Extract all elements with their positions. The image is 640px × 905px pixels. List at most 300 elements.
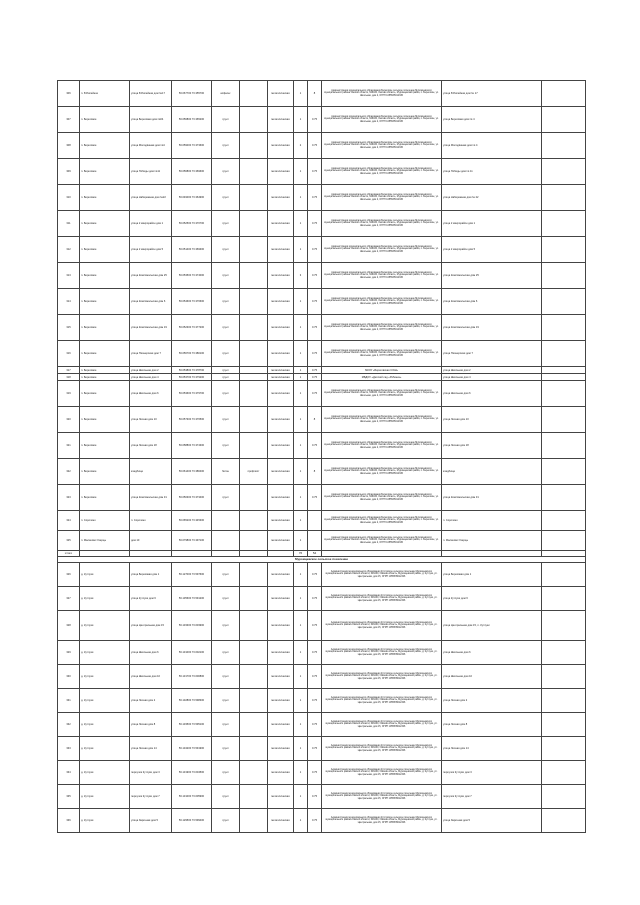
cell-type: металлическая [268, 665, 294, 689]
cell-type: металлическая [268, 511, 294, 531]
total-cell: 54 [308, 551, 322, 557]
cell-num: 320 [58, 407, 80, 433]
cell-count: 1 [294, 761, 308, 785]
cell-coords: 56.052500 73.370700 [172, 211, 212, 237]
cell-volume: 0.75 [308, 289, 322, 315]
cell-owner: Администрация муниципального образования Береговое сельское поселение Муромцевского муниципального района Омской области, 646430, Омская область, Муромцевский район, п. Береговое, ул. Школьная, дом 2, ОГРН 1055535012345 [322, 289, 442, 315]
cell-volume: 0.75 [308, 809, 322, 833]
cell-surface: грунт [212, 185, 240, 211]
cell-note [542, 107, 586, 133]
cell-count: 1 [294, 689, 308, 713]
cell-owner: Администрация муниципального образования Береговое сельское поселение Муромцевского муниципального района Омской области, 646430, Омская область, Муромцевский район, п. Береговое, ул. Школьная, дом 2, ОГРН 1055535012345 [322, 381, 442, 407]
table-row [58, 665, 586, 689]
cell-owner: Администрация муниципального образования Береговое сельское поселение Муромцевского муниципального района Омской области, 646430, Омская область, Муромцевский район, п. Береговое, ул. Школьная, дом 2, ОГРН 1055535012345 [322, 459, 442, 485]
cell-surface: грунт [212, 809, 240, 833]
cell-count: 1 [294, 809, 308, 833]
cell-settlement: д. Кутлуки [80, 713, 130, 737]
cell-source: улица Центральная дом 15, п. Кутлуки [442, 611, 542, 641]
cell-coords: 56.058800 73.374300 [172, 433, 212, 459]
cell-source: кладбище [442, 459, 542, 485]
table-row [58, 587, 586, 611]
cell-coords: 56.131000 73.605900 [172, 785, 212, 809]
cell-volume [308, 511, 322, 531]
cell-coords: 56.056700 73.380100 [172, 341, 212, 367]
cell-coords: 56.052300 73.377200 [172, 315, 212, 341]
cell-fence [240, 185, 268, 211]
cell-type: металлическая [268, 485, 294, 511]
cell-count: 1 [294, 737, 308, 761]
cell-address: улица Школьная дом 4 [130, 374, 172, 381]
cell-source: улица Береговая дом № 4 [442, 107, 542, 133]
cell-volume: 0.75 [308, 713, 322, 737]
cell-count: 1 [294, 713, 308, 737]
cell-source: улица Школьная дом 6 [442, 641, 542, 665]
cell-type: металлическая [268, 407, 294, 433]
cell-address: улица 2 микрорайон дом 1 [130, 211, 172, 237]
cell-address: улица Победы дом №11 [130, 159, 172, 185]
cell-note [542, 809, 586, 833]
cell-owner: Администрация муниципального образования Кутлукское сельское поселение Муромцевского муниципального района Омской области, 646430, Омская область, Муромцевский район, д. Кутлуки, ул. Центральная, дом 15, ОГРН 1055535012346 [322, 689, 442, 713]
cell-owner: Администрация муниципального образования Кутлукское сельское поселение Муромцевского муниципального района Омской области, 646430, Омская область, Муромцевский район, д. Кутлуки, ул. Центральная, дом 15, ОГРН 1055535012346 [322, 611, 442, 641]
cell-address: улица Школьная дом 2 [130, 367, 172, 374]
cell-volume: 0.75 [308, 381, 322, 407]
cell-volume: 0.75 [308, 689, 322, 713]
cell-fence [240, 367, 268, 374]
table-row [58, 531, 586, 551]
cell-count: 1 [294, 159, 308, 185]
cell-owner: Администрация муниципального образования Кутлукское сельское поселение Муромцевского муниципального района Омской области, 646430, Омская область, Муромцевский район, д. Кутлуки, ул. Центральная, дом 15, ОГРН 1055535012346 [322, 587, 442, 611]
cell-settlement: д. Кутлуки [80, 689, 130, 713]
cell-fence [240, 689, 268, 713]
cell-owner: Администрация муниципального образования Береговое сельское поселение Муромцевского муниципального района Омской области, 646430, Омская область, Муромцевский район, п. Береговое, ул. Школьная, дом 2, ОГРН 1055535012345 [322, 433, 442, 459]
cell-source: п. Сорочино [442, 511, 542, 531]
cell-num: 331 [58, 689, 80, 713]
cell-volume: 0.75 [308, 237, 322, 263]
cell-note [542, 315, 586, 341]
cell-fence [240, 587, 268, 611]
cell-fence [240, 563, 268, 587]
cell-note [542, 611, 586, 641]
cell-coords: 56.127000 73.597600 [172, 563, 212, 587]
cell-owner: Администрация муниципального образования Береговое сельское поселение Муромцевского муниципального района Омской области, 646430, Омская область, Муромцевский район, п. Береговое, ул. Школьная, дом 2, ОГРН 1055535012345 [322, 107, 442, 133]
cell-surface: грунт [212, 374, 240, 381]
cell-settlement: п. Береговое [80, 433, 130, 459]
cell-type: металлическая [268, 289, 294, 315]
table-row [58, 809, 586, 833]
cell-num: 333 [58, 737, 80, 761]
table-row [58, 237, 586, 263]
cell-surface: грунт [212, 611, 240, 641]
cell-volume: 0.75 [308, 133, 322, 159]
table-row [58, 185, 586, 211]
cell-note [542, 737, 586, 761]
cell-source: улица Школьная дом 4 [442, 374, 542, 381]
cell-surface: грунт [212, 485, 240, 511]
cell-count: 1 [294, 407, 308, 433]
cell-address: переулок Кутлуки дом 3 [130, 761, 172, 785]
cell-fence [240, 531, 268, 551]
cell-fence [240, 133, 268, 159]
table-row [58, 713, 586, 737]
cell-coords: 56.132800 73.598300 [172, 689, 212, 713]
cell-num: 317 [58, 367, 80, 374]
cell-source: улица Березовая дом 1 [442, 563, 542, 587]
cell-type: металлическая [268, 367, 294, 374]
table-row [58, 341, 586, 367]
cell-num: 316 [58, 341, 80, 367]
table-row [58, 563, 586, 587]
cell-note [542, 341, 586, 367]
cell-address: улица Центральная дом 15 [130, 611, 172, 641]
cell-num: 309 [58, 159, 80, 185]
cell-type: металлическая [268, 381, 294, 407]
cell-volume: 8 [308, 459, 322, 485]
cell-address: улица Лесная дом 14 [130, 737, 172, 761]
table-row [58, 761, 586, 785]
cell-coords: 56.067700 73.355700 [172, 81, 212, 107]
cell-surface: грунт [212, 289, 240, 315]
cell-source: улица Школьная дом 10 [442, 665, 542, 689]
cell-address: улица Комсомольская дом 6 [130, 289, 172, 315]
cell-type: металлическая [268, 611, 294, 641]
cell-note [542, 433, 586, 459]
cell-surface: асфальт [212, 81, 240, 107]
cell-address: улица Лесная дом 2 [130, 689, 172, 713]
cell-num: 336 [58, 809, 80, 833]
cell-address: улица Комсомольская дом 19 [130, 315, 172, 341]
cell-address: улица Береговая дом №04 [130, 107, 172, 133]
total-cell: 76 [294, 551, 308, 557]
cell-num: 307 [58, 107, 80, 133]
cell-address: п. Сорочино [130, 511, 172, 531]
cell-address: улица Лесная дом 10 [130, 407, 172, 433]
cell-source: улица 2 микрорайон дом 5 [442, 237, 542, 263]
cell-settlement: п. Сорочино [80, 511, 130, 531]
cell-surface [212, 531, 240, 551]
cell-num: 326 [58, 563, 80, 587]
table-row [58, 611, 586, 641]
cell-count: 1 [294, 641, 308, 665]
cell-type: металлическая [268, 159, 294, 185]
cell-settlement: д. Кутлуки [80, 785, 130, 809]
cell-note [542, 785, 586, 809]
cell-owner: Администрация муниципального образования Кутлукское сельское поселение Муромцевского муниципального района Омской области, 646430, Омская область, Муромцевский район, д. Кутлуки, ул. Центральная, дом 15, ОГРН 1055535012346 [322, 665, 442, 689]
cell-owner: Администрация муниципального образования Береговое сельское поселение Муромцевского муниципального района Омской области, 646430, Омская область, Муромцевский район, п. Береговое, ул. Школьная, дом 2, ОГРН 1055535012345 [322, 511, 442, 531]
cell-coords: 56.133300 73.603900 [172, 611, 212, 641]
cell-count: 1 [294, 185, 308, 211]
cell-address: переулок Кутлуки дом 7 [130, 785, 172, 809]
cell-count: 1 [294, 237, 308, 263]
cell-settlement: п. Береговое [80, 237, 130, 263]
total-cell: итого [58, 551, 80, 557]
cell-fence [240, 611, 268, 641]
table-row [58, 374, 586, 381]
cell-fence [240, 433, 268, 459]
cell-num: 324 [58, 511, 80, 531]
cell-coords: 56.053800 73.378700 [172, 367, 212, 374]
cell-settlement: п. Береговое [80, 263, 130, 289]
cell-type: металлическая [268, 374, 294, 381]
cell-num: 325 [58, 531, 80, 551]
cell-owner: Администрация муниципального образования Береговое сельское поселение Муромцевского муниципального района Омской области, 646430, Омская область, Муромцевский район, п. Береговое, ул. Школьная, дом 2, ОГРН 1055535012345 [322, 159, 442, 185]
cell-note [542, 641, 586, 665]
cell-source: улица Школьная дом 6 [442, 381, 542, 407]
cell-fence [240, 511, 268, 531]
cell-fence [240, 641, 268, 665]
cell-num: 334 [58, 761, 80, 785]
table-row [58, 459, 586, 485]
cell-coords: 56.134200 73.591900 [172, 737, 212, 761]
cell-surface: бетон [212, 459, 240, 485]
cell-volume: 0.75 [308, 611, 322, 641]
cell-fence [240, 381, 268, 407]
cell-surface: грунт [212, 263, 240, 289]
cell-surface: грунт [212, 737, 240, 761]
cell-settlement: п. Береговое [80, 374, 130, 381]
table-row [58, 381, 586, 407]
cell-num: 315 [58, 315, 80, 341]
cell-surface: грунт [212, 367, 240, 374]
cell-volume: 0.75 [308, 159, 322, 185]
cell-settlement: п. Юбилейное [80, 81, 130, 107]
cell-count: 1 [294, 587, 308, 611]
cell-settlement: д. Кутлуки [80, 587, 130, 611]
cell-coords: 56.053600 73.379700 [172, 381, 212, 407]
cell-surface: грунт [212, 237, 240, 263]
table-row [58, 737, 586, 761]
cell-fence [240, 374, 268, 381]
cell-fence [240, 341, 268, 367]
cell-fence [240, 713, 268, 737]
cell-owner: Администрация муниципального образования Береговое сельское поселение Муромцевского муниципального района Омской области, 646430, Омская область, Муромцевский район, п. Береговое, ул. Школьная, дом 2, ОГРН 1055535012345 [322, 485, 442, 511]
cell-type: металлическая [268, 263, 294, 289]
cell-note [542, 689, 586, 713]
table-row [58, 263, 586, 289]
cell-settlement: п. Береговое [80, 289, 130, 315]
cell-volume: 0.75 [308, 367, 322, 374]
cell-type: металлическая [268, 641, 294, 665]
cell-note [542, 185, 586, 211]
cell-volume: 0.75 [308, 587, 322, 611]
cell-owner: Администрация муниципального образования Береговое сельское поселение Муромцевского муниципального района Омской области, 646430, Омская область, Муромцевский район, п. Береговое, ул. Школьная, дом 2, ОГРН 1055535012345 [322, 185, 442, 211]
cell-coords: 56.079800 73.397100 [172, 531, 212, 551]
cell-surface: грунт [212, 211, 240, 237]
cell-volume: 0.75 [308, 107, 322, 133]
cell-coords: 56.054600 73.376600 [172, 289, 212, 315]
cell-note [542, 761, 586, 785]
cell-coords: 56.131700 73.600800 [172, 665, 212, 689]
cell-owner: Администрация муниципального образования Береговое сельское поселение Муромцевского муниципального района Омской области, 646430, Омская область, Муромцевский район, п. Береговое, ул. Школьная, дом 2, ОГРН 1055535012345 [322, 133, 442, 159]
cell-count: 1 [294, 665, 308, 689]
cell-note [542, 289, 586, 315]
cell-settlement: п. Береговое [80, 341, 130, 367]
table-row [58, 315, 586, 341]
cell-source: улица Молодёжная дом № 4 [442, 133, 542, 159]
cell-count: 1 [294, 367, 308, 374]
cell-count: 3 [294, 263, 308, 289]
cell-coords: 56.059000 73.373600 [172, 133, 212, 159]
cell-type: металлическая [268, 531, 294, 551]
cell-address: улица Комсомольская дом 25 [130, 263, 172, 289]
cell-source: улица Набережная дом № 22 [442, 185, 542, 211]
table-row [58, 81, 586, 107]
cell-count: 1 [294, 211, 308, 237]
cell-surface: грунт [212, 433, 240, 459]
cell-owner: Администрация муниципального образования Береговое сельское поселение Муромцевского муниципального района Омской области, 646430, Омская область, Муромцевский район, п. Береговое, ул. Школьная, дом 2, ОГРН 1055535012345 [322, 263, 442, 289]
cell-source: улица Лесная дом 18 [442, 433, 542, 459]
cell-note [542, 381, 586, 407]
registry-table [57, 80, 586, 833]
cell-note [542, 407, 586, 433]
cell-count: 1 [294, 485, 308, 511]
cell-type: металлическая [268, 689, 294, 713]
cell-fence [240, 407, 268, 433]
cell-num: 310 [58, 185, 80, 211]
cell-num: 311 [58, 211, 80, 237]
cell-coords: 56.057300 73.376500 [172, 407, 212, 433]
cell-coords: 56.051400 73.369300 [172, 237, 212, 263]
cell-fence [240, 809, 268, 833]
cell-type: металлическая [268, 587, 294, 611]
table-row [58, 289, 586, 315]
cell-count: 1 [294, 563, 308, 587]
cell-source: улица Комсомольская дом 6 [442, 289, 542, 315]
cell-source: улица Лесная дом 2 [442, 689, 542, 713]
cell-owner: Администрация муниципального образования Кутлукское сельское поселение Муромцевского муниципального района Омской области, 646430, Омская область, Муромцевский район, д. Кутлуки, ул. Центральная, дом 15, ОГРН 1055535012346 [322, 641, 442, 665]
cell-owner: Администрация муниципального образования Береговое сельское поселение Муромцевского муниципального района Омской области, 646430, Омская область, Муромцевский район, п. Береговое, ул. Школьная, дом 2, ОГРН 1055535012345 [322, 211, 442, 237]
cell-source: улица Комсомольская дом 25 [442, 263, 542, 289]
cell-coords: 56.131000 73.602100 [172, 641, 212, 665]
cell-fence [240, 315, 268, 341]
table-row [58, 407, 586, 433]
cell-address: улица Лесная дом 18 [130, 433, 172, 459]
cell-owner: Администрация муниципального образования Кутлукское сельское поселение Муромцевского муниципального района Омской области, 646430, Омская область, Муромцевский район, д. Кутлуки, ул. Центральная, дом 15, ОГРН 1055535012346 [322, 809, 442, 833]
cell-settlement: п. Малахово Озерцы [80, 531, 130, 551]
cell-owner: Администрация муниципального образования Кутлукское сельское поселение Муромцевского муниципального района Омской области, 646430, Омская область, Муромцевский район, д. Кутлуки, ул. Центральная, дом 15, ОГРН 1055535012346 [322, 737, 442, 761]
cell-surface: грунт [212, 315, 240, 341]
cell-type: металлическая [268, 785, 294, 809]
cell-type: металлическая [268, 761, 294, 785]
cell-fence [240, 665, 268, 689]
cell-volume: 0.75 [308, 315, 322, 341]
cell-source: улица Кутлуки дом 6 [442, 587, 542, 611]
cell-settlement: п. Береговое [80, 367, 130, 374]
cell-source: улица Пионерская дом 7 [442, 341, 542, 367]
table-row [58, 511, 586, 531]
cell-volume: 0.75 [308, 737, 322, 761]
cell-num: 322 [58, 459, 80, 485]
cell-settlement: д. Кутлуки [80, 737, 130, 761]
cell-type: металлическая [268, 341, 294, 367]
cell-surface: грунт [212, 159, 240, 185]
cell-coords: 56.129500 73.599400 [172, 809, 212, 833]
cell-owner: Администрация муниципального образования Кутлукское сельское поселение Муромцевского муниципального района Омской области, 646430, Омская область, Муромцевский район, д. Кутлуки, ул. Центральная, дом 15, ОГРН 1055535012346 [322, 713, 442, 737]
cell-fence [240, 737, 268, 761]
cell-coords: 56.053700 73.379200 [172, 374, 212, 381]
cell-count: 1 [294, 511, 308, 531]
cell-surface: грунт [212, 381, 240, 407]
cell-volume: 0.75 [308, 374, 322, 381]
cell-num: 335 [58, 785, 80, 809]
cell-type: металлическая [268, 737, 294, 761]
cell-note [542, 563, 586, 587]
cell-note [542, 587, 586, 611]
cell-surface: грунт [212, 689, 240, 713]
registry-body [58, 81, 586, 833]
cell-owner: Администрация муниципального образования Береговое сельское поселение Муромцевского муниципального района Омской области, 646430, Омская область, Муромцевский район, п. Береговое, ул. Школьная, дом 2, ОГРН 1055535012345 [322, 81, 442, 107]
cell-count: 1 [294, 433, 308, 459]
cell-source: улица 2 микрорайон дом 1 [442, 211, 542, 237]
cell-type: металлическая [268, 237, 294, 263]
cell-type: металлическая [268, 563, 294, 587]
cell-settlement: п. Береговое [80, 211, 130, 237]
cell-owner: Администрация муниципального образования Кутлукское сельское поселение Муромцевского муниципального района Омской области, 646430, Омская область, Муромцевский район, д. Кутлуки, ул. Центральная, дом 15, ОГРН 1055535012346 [322, 563, 442, 587]
cell-coords: 56.050300 73.373400 [172, 485, 212, 511]
cell-owner: Администрация муниципального образования Береговое сельское поселение Муромцевского муниципального района Омской области, 646430, Омская область, Муромцевский район, п. Береговое, ул. Школьная, дом 2, ОГРН 1055535012345 [322, 407, 442, 433]
cell-coords: 56.049000 73.364900 [172, 185, 212, 211]
cell-fence [240, 289, 268, 315]
cell-surface [212, 511, 240, 531]
cell-settlement: д. Кутлуки [80, 809, 130, 833]
cell-num: 328 [58, 611, 80, 641]
cell-note [542, 81, 586, 107]
cell-count: 1 [294, 289, 308, 315]
cell-settlement: п. Береговое [80, 381, 130, 407]
cell-address: улица 2 микрорайон дом 5 [130, 237, 172, 263]
cell-settlement: п. Береговое [80, 159, 130, 185]
cell-settlement: п. Береговое [80, 107, 130, 133]
cell-type: металлическая [268, 809, 294, 833]
cell-volume [308, 531, 322, 551]
cell-settlement: п. Береговое [80, 485, 130, 511]
cell-note [542, 367, 586, 374]
cell-count: 1 [294, 341, 308, 367]
cell-volume: 0.75 [308, 211, 322, 237]
cell-coords: 56.133500 73.595100 [172, 713, 212, 737]
cell-address: улица Набережная дом №22 [130, 185, 172, 211]
cell-type: металлическая [268, 713, 294, 737]
cell-address: кладбище [130, 459, 172, 485]
table-row [58, 159, 586, 185]
cell-count: 1 [294, 107, 308, 133]
cell-type: металлическая [268, 133, 294, 159]
cell-note [542, 665, 586, 689]
cell-settlement: д. Кутлуки [80, 761, 130, 785]
cell-source: переулок Кутлуки дом 7 [442, 785, 542, 809]
table-row [58, 107, 586, 133]
table-row [58, 133, 586, 159]
cell-address: улица Заречная дом 5 [130, 809, 172, 833]
cell-source: улица Школьная дом 2 [442, 367, 542, 374]
cell-settlement: д. Кутлуки [80, 563, 130, 587]
cell-coords: 56.135600 73.591200 [172, 587, 212, 611]
cell-source: улица Комсомольская дом 19 [442, 315, 542, 341]
cell-volume: 0.75 [308, 641, 322, 665]
cell-note [542, 713, 586, 737]
cell-num: 318 [58, 374, 80, 381]
cell-type: металлическая [268, 433, 294, 459]
cell-address: улица Кутлуки дом 6 [130, 587, 172, 611]
cell-count: 1 [294, 315, 308, 341]
cell-note [542, 133, 586, 159]
section-title: Муромцевское сельское поселение [58, 557, 586, 563]
cell-owner: Администрация муниципального образования Береговое сельское поселение Муромцевского муниципального района Омской области, 646430, Омская область, Муромцевский район, п. Береговое, ул. Школьная, дом 2, ОГРН 1055535012345 [322, 315, 442, 341]
cell-source: улица Юбилейная дом № 17 [442, 81, 542, 107]
cell-surface: грунт [212, 641, 240, 665]
cell-surface: грунт [212, 665, 240, 689]
cell-count: 1 [294, 381, 308, 407]
cell-note [542, 511, 586, 531]
